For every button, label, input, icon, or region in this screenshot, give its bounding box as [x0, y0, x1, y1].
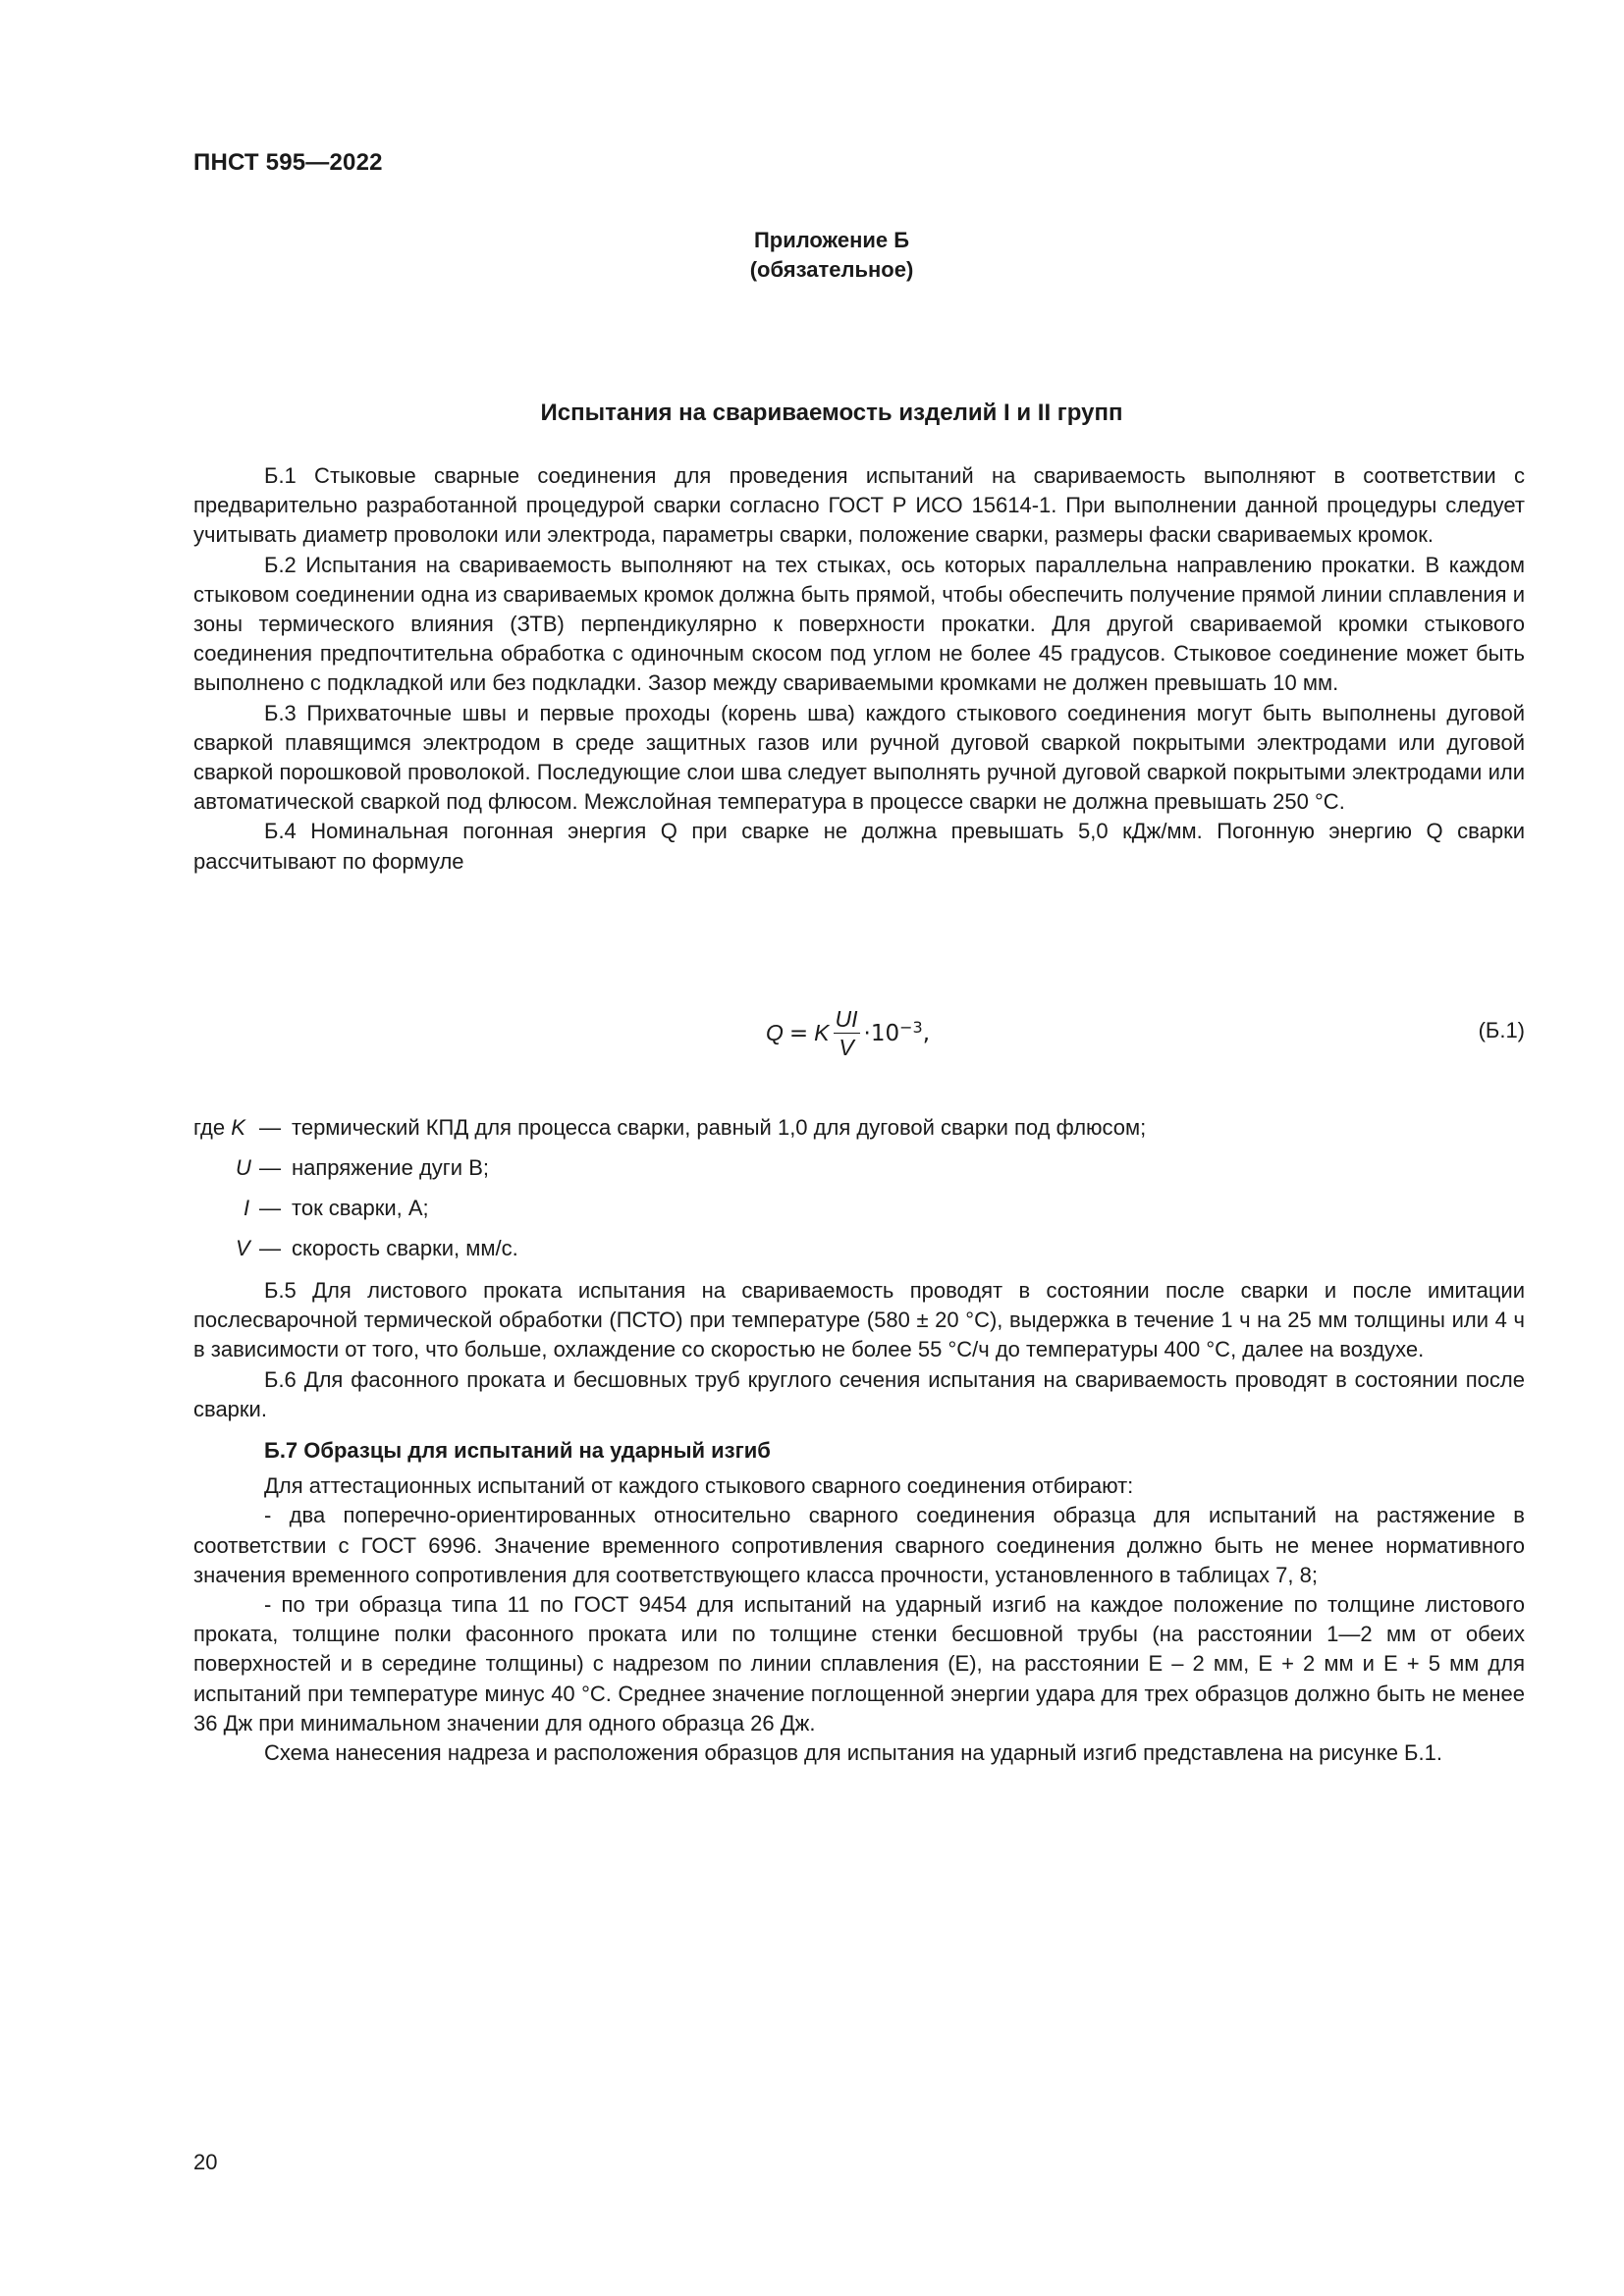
formula-numerator: UI [835, 1006, 858, 1032]
paragraph-b1: Б.1 Стыковые сварные соединения для проведения испытаний на свариваемость выполняют в соответствии с предварительно разработанной процедурой сварки согласно ГОСТ Р ИСО 15614-1. При выполнении данной процедуры следует учитывать диаметр проволоки или электрода, параметры сварки, положение сварки, размеры фаски свариваемых кромок. [193, 463, 1525, 548]
paragraph-b5: Б.5 Для листового проката испытания на свариваемость проводят в состоянии после сварки и после имитации послесварочной термической обработки (ПСТО) при температуре (580 ± 20 °С), выдержка в течение 1 ч на 25 мм толщины или 4 ч в зависимости от того, что больше, охлаждение со скоростью не более 55 °С/ч до температуры 400 °С, далее на воздухе. [193, 1278, 1525, 1362]
annex-status: (обязательное) [749, 257, 914, 282]
formula-number: (Б.1) [1478, 1018, 1525, 1042]
legend-row-k [193, 1115, 1525, 1155]
legend-dash: — [259, 1236, 281, 1260]
page-number: 20 [193, 2150, 218, 2174]
paragraph-b7-item2: - по три образца типа 11 по ГОСТ 9454 для испытаний на ударный изгиб на каждое положение по толщине листового проката, толщине полки фасонного проката или по толщине стенки бесшовной трубы (на расстоянии 1—2 мм от обеих поверхностей и в середине толщины) с надрезом по линии сплавления (Е), на расстоянии Е – 2 мм, Е + 2 мм и Е + 5 мм для испытаний при температуре минус 40 °С. Среднее значение поглощенной энергии удара для трех образцов должно быть не менее 36 Дж при минимальном значении для одного образца 26 Дж. [193, 1592, 1525, 1735]
legend-row-u [193, 1155, 1525, 1196]
legend-dash: — [259, 1115, 281, 1140]
paragraph-b2: Б.2 Испытания на свариваемость выполняют на тех стыках, ось которых параллельна направлению прокатки. В каждом стыковом соединении одна из свариваемых кромок должна быть прямой, чтобы обеспечить получение прямой линии сплавления и зоны термического влияния (ЗТВ) перпендикулярно к поверхности прокатки. Для другой свариваемой кромки стыкового соединения предпочтительна обработка с одиночным скосом под углом не более 45 градусов. Стыковое соединение может быть выполнено с подкладкой или без подкладки. Зазор между свариваемыми кромками не должен превышать 10 мм. [193, 552, 1525, 696]
formula-exponent: −3 [899, 1018, 923, 1037]
legend-symbol: V [236, 1236, 250, 1260]
paragraph-b3: Б.3 Прихваточные швы и первые проходы (корень шва) каждого стыкового соединения могут быть выполнены дуговой сваркой плавящимся электродом в среде защитных газов или ручной дуговой сваркой покрытыми электродами или дуговой сваркой порошковой проволокой. Последующие слои шва следует выполнять ручной дуговой сваркой покрытыми электродами или автоматической сваркой под флюсом. Межслойная температура в процессе сварки не должна превышать 250 °С. [193, 700, 1525, 815]
body-text-bottom [193, 1276, 1525, 1768]
formula-denominator: V [839, 1035, 854, 1060]
formula-equals: = [788, 1020, 809, 1046]
formula-block [193, 997, 1525, 1086]
legend-dash: — [259, 1155, 281, 1180]
legend-dash: — [259, 1196, 281, 1220]
legend-definition: термический КПД для процесса сварки, равный 1,0 для дуговой сварки под флюсом; [292, 1115, 1147, 1140]
formula-legend [193, 1115, 1525, 1276]
annex-title: Приложение Б [753, 228, 910, 252]
paragraph-b7-item1: - два поперечно-ориентированных относительно сварного соединения образца для испытаний на растяжение в соответствии с ГОСТ 6996. Значение временного сопротивления сварного соединения должно быть не менее нормативного значения временного сопротивления для соответствующего класса прочности, установленного в таблицах 7, 8; [193, 1503, 1525, 1587]
legend-definition: скорость сварки, мм/с. [292, 1236, 518, 1260]
formula-comma: , [922, 1020, 930, 1046]
legend-row-v [193, 1236, 1525, 1276]
body-text-top [193, 461, 1525, 877]
legend-definition: ток сварки, А; [292, 1196, 429, 1220]
legend-definition: напряжение дуги В; [292, 1155, 489, 1180]
formula-b1 [766, 1005, 930, 1061]
formula-tail: ·10 [863, 1020, 900, 1046]
paragraph-b4: Б.4 Номинальная погонная энергия Q при сварке не должна превышать 5,0 кДж/мм. Погонную энергию Q сварки рассчитывают по формуле [193, 819, 1525, 874]
section-title: Испытания на свариваемость изделий I и II групп [540, 400, 1123, 426]
paragraph-b6: Б.6 Для фасонного проката и бесшовных труб круглого сечения испытания на свариваемость проводят в состоянии после сварки. [193, 1366, 1525, 1421]
legend-symbol: U [236, 1155, 251, 1180]
formula-lhs: Q [766, 1020, 784, 1045]
legend-prefix: где [193, 1115, 226, 1140]
legend-row-i [193, 1196, 1525, 1236]
legend-symbol: I [244, 1196, 250, 1220]
formula-fraction [834, 1005, 860, 1061]
subsection-title: Б.7 Образцы для испытаний на ударный изгиб [264, 1438, 771, 1464]
standard-code: ПНСТ 595—2022 [193, 149, 383, 176]
formula-coef: K [814, 1020, 830, 1045]
legend-symbol: K [231, 1115, 245, 1140]
paragraph-b7-figure-ref: Схема нанесения надреза и расположения образцов для испытания на ударный изгиб представлена на рисунке Б.1. [264, 1740, 1442, 1766]
paragraph-b7-intro: Для аттестационных испытаний от каждого стыкового сварного соединения отбирают: [264, 1473, 1134, 1499]
